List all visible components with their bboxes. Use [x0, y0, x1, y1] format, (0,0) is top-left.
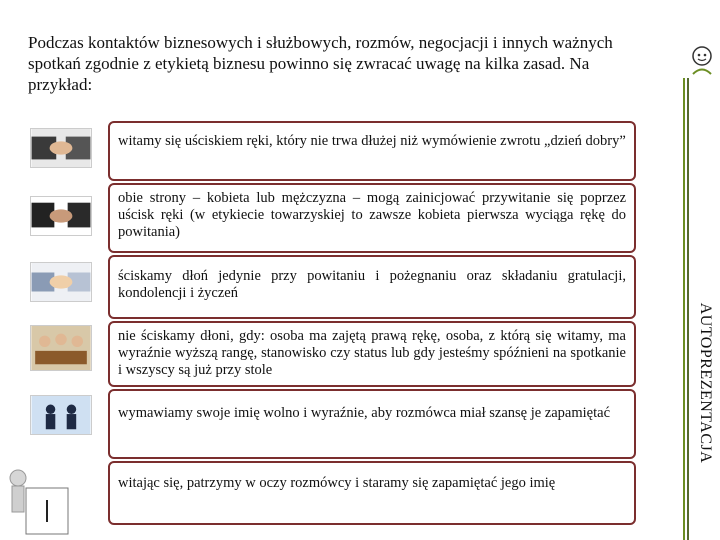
list-item	[108, 121, 636, 181]
list-item	[108, 183, 636, 253]
handshake-icon	[30, 128, 92, 168]
list-item-text: obie strony – kobieta lub mężczyzna – mogą zainicjować przywitanie się poprzez uścisk ręki (w etykiecie towarzyskiej to zawsze kobieta pierwsza wyciąga rękę do powitania)	[118, 190, 626, 240]
list-item-text: witamy się uściskiem ręki, który nie trwa dłużej niż wymówienie zwrotu „dzień dobry”	[118, 133, 626, 149]
eye-contact-icon	[4, 466, 74, 540]
handshake-icon	[30, 196, 92, 236]
list-item	[108, 321, 636, 387]
mascot-logo-icon	[686, 44, 718, 78]
list-item	[108, 255, 636, 319]
list-item-text: ściskamy dłoń jedynie przy powitaniu i pożegnaniu oraz składaniu gratulacji, kondolencji i życzeń	[118, 268, 626, 301]
sidebar-line	[687, 78, 689, 540]
list-item	[108, 461, 636, 525]
people-icon	[30, 395, 92, 435]
sidebar	[683, 78, 720, 540]
sidebar-label: AUTOPREZENTACJA	[697, 302, 714, 464]
handshake-icon	[30, 262, 92, 302]
intro-text: Podczas kontaktów biznesowych i służbowych, rozmów, negocjacji i innych ważnych spotkań zgodnie z etykietą biznesu powinno się zwracać uwagę na kilka zasad. Na przykład:	[28, 33, 613, 94]
list-item	[108, 389, 636, 459]
meeting-icon	[30, 325, 92, 371]
list-item-text: wymawiamy swoje imię wolno i wyraźnie, aby rozmówca miał szansę je zapamiętać	[118, 405, 611, 421]
sidebar-label-wrap	[695, 278, 715, 488]
list-item-text: nie ściskamy dłoni, gdy: osoba ma zajętą prawą rękę, osoba, z którą się witamy, ma wyraźnie wyższą rangę, stanowisko czy status lub gdy jesteśmy spóźnieni na spotkanie i wszyscy są już przy stole	[118, 328, 626, 378]
list-item-text: witając się, patrzymy w oczy rozmówcy i staramy się zapamiętać jego imię	[118, 475, 556, 491]
